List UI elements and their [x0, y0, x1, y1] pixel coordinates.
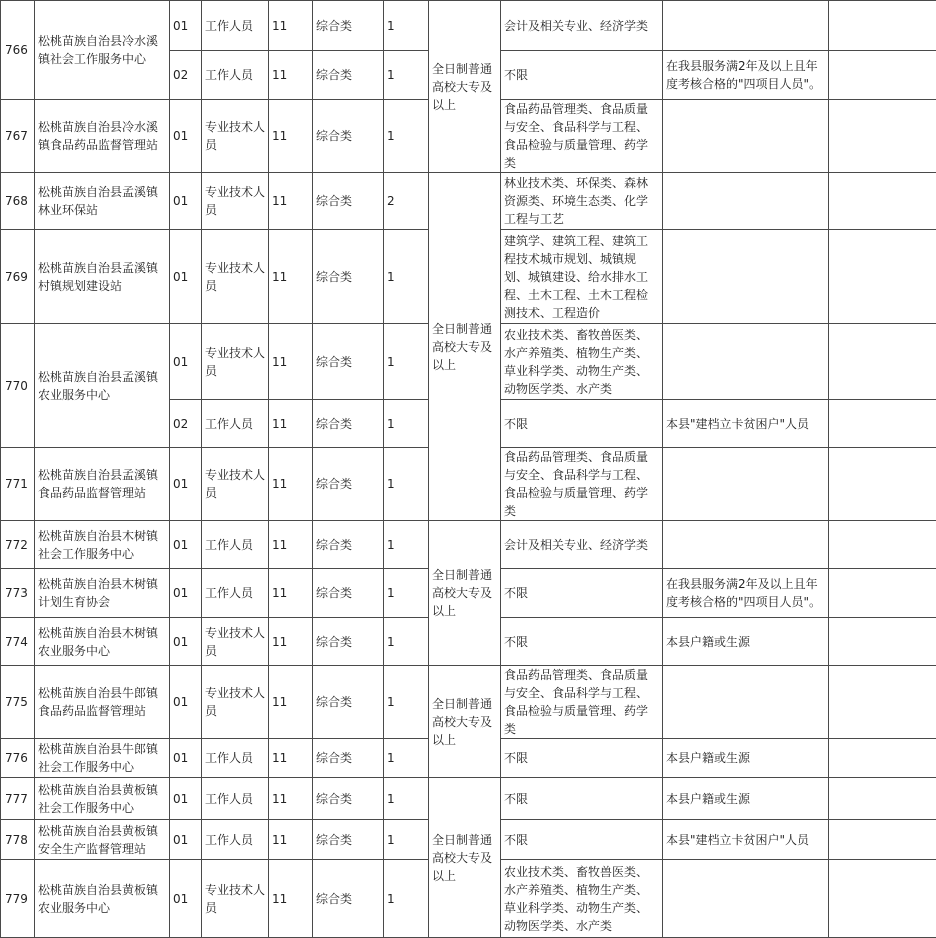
unit-name: 松桃苗族自治县黄板镇安全生产监督管理站	[35, 820, 170, 860]
major-requirement: 农业技术类、畜牧兽医类、水产养殖类、植物生产类、草业科学类、动物生产类、动物医学类、水产类	[501, 860, 663, 938]
other-requirement: 本县"建档立卡贫困户"人员	[663, 400, 829, 448]
position-number: 774	[1, 618, 35, 666]
position-type: 工作人员	[202, 778, 269, 820]
other-requirement	[663, 1, 829, 51]
remark-cell	[829, 618, 936, 666]
category: 综合类	[313, 100, 384, 173]
category-code: 11	[269, 521, 313, 569]
category-code: 11	[269, 100, 313, 173]
position-type: 专业技术人员	[202, 230, 269, 324]
major-requirement: 食品药品管理类、食品质量与安全、食品科学与工程、食品检验与质量管理、药学类	[501, 448, 663, 521]
hire-count: 1	[384, 448, 429, 521]
education-requirement: 全日制普通高校大专及以上	[429, 666, 501, 778]
hire-count: 1	[384, 569, 429, 618]
position-number: 772	[1, 521, 35, 569]
other-requirement	[663, 100, 829, 173]
major-requirement: 不限	[501, 820, 663, 860]
unit-name: 松桃苗族自治县黄板镇社会工作服务中心	[35, 778, 170, 820]
major-requirement: 不限	[501, 618, 663, 666]
major-requirement: 不限	[501, 778, 663, 820]
category: 综合类	[313, 173, 384, 230]
unit-name: 松桃苗族自治县孟溪镇村镇规划建设站	[35, 230, 170, 324]
major-requirement: 会计及相关专业、经济学类	[501, 1, 663, 51]
table-row	[1, 778, 936, 820]
education-requirement: 全日制普通高校大专及以上	[429, 521, 501, 666]
category-code: 11	[269, 448, 313, 521]
position-code: 01	[170, 739, 202, 778]
category-code: 11	[269, 230, 313, 324]
position-number: 770	[1, 324, 35, 448]
category-code: 11	[269, 569, 313, 618]
position-type: 专业技术人员	[202, 860, 269, 938]
position-code: 01	[170, 324, 202, 400]
other-requirement: 本县户籍或生源	[663, 618, 829, 666]
category: 综合类	[313, 400, 384, 448]
category-code: 11	[269, 666, 313, 739]
major-requirement: 不限	[501, 51, 663, 100]
other-requirement	[663, 860, 829, 938]
category-code: 11	[269, 51, 313, 100]
hire-count: 1	[384, 778, 429, 820]
unit-name: 松桃苗族自治县黄板镇农业服务中心	[35, 860, 170, 938]
category: 综合类	[313, 569, 384, 618]
education-requirement: 全日制普通高校大专及以上	[429, 778, 501, 938]
other-requirement	[663, 521, 829, 569]
position-code: 02	[170, 400, 202, 448]
unit-name: 松桃苗族自治县孟溪镇农业服务中心	[35, 324, 170, 448]
remark-cell	[829, 666, 936, 739]
position-number: 777	[1, 778, 35, 820]
major-requirement: 食品药品管理类、食品质量与安全、食品科学与工程、食品检验与质量管理、药学类	[501, 100, 663, 173]
remark-cell	[829, 173, 936, 230]
category-code: 11	[269, 860, 313, 938]
position-code: 01	[170, 448, 202, 521]
position-number: 767	[1, 100, 35, 173]
remark-cell	[829, 448, 936, 521]
category: 综合类	[313, 1, 384, 51]
position-code: 01	[170, 230, 202, 324]
table-row	[1, 666, 936, 739]
position-code: 01	[170, 1, 202, 51]
remark-cell	[829, 778, 936, 820]
position-number: 769	[1, 230, 35, 324]
category: 综合类	[313, 51, 384, 100]
position-type: 专业技术人员	[202, 173, 269, 230]
category: 综合类	[313, 230, 384, 324]
position-number: 766	[1, 1, 35, 100]
hire-count: 1	[384, 820, 429, 860]
remark-cell	[829, 400, 936, 448]
other-requirement: 在我县服务满2年及以上且年度考核合格的"四项目人员"。	[663, 569, 829, 618]
position-number: 779	[1, 860, 35, 938]
position-type: 工作人员	[202, 1, 269, 51]
other-requirement: 本县户籍或生源	[663, 778, 829, 820]
major-requirement: 不限	[501, 400, 663, 448]
hire-count: 1	[384, 400, 429, 448]
remark-cell	[829, 100, 936, 173]
major-requirement: 食品药品管理类、食品质量与安全、食品科学与工程、食品检验与质量管理、药学类	[501, 666, 663, 739]
major-requirement: 建筑学、建筑工程、建筑工程技术城市规划、城镇规划、城镇建设、给水排水工程、土木工程、土木工程检测技术、工程造价	[501, 230, 663, 324]
hire-count: 1	[384, 618, 429, 666]
unit-name: 松桃苗族自治县冷水溪镇社会工作服务中心	[35, 1, 170, 100]
other-requirement	[663, 448, 829, 521]
position-code: 02	[170, 51, 202, 100]
unit-name: 松桃苗族自治县孟溪镇林业环保站	[35, 173, 170, 230]
position-number: 778	[1, 820, 35, 860]
position-number: 775	[1, 666, 35, 739]
position-type: 专业技术人员	[202, 666, 269, 739]
other-requirement	[663, 230, 829, 324]
position-type: 专业技术人员	[202, 448, 269, 521]
position-number: 771	[1, 448, 35, 521]
position-code: 01	[170, 820, 202, 860]
unit-name: 松桃苗族自治县木树镇社会工作服务中心	[35, 521, 170, 569]
remark-cell	[829, 51, 936, 100]
unit-name: 松桃苗族自治县牛郎镇食品药品监督管理站	[35, 666, 170, 739]
hire-count: 1	[384, 1, 429, 51]
education-requirement: 全日制普通高校大专及以上	[429, 1, 501, 173]
category-code: 11	[269, 739, 313, 778]
other-requirement	[663, 324, 829, 400]
major-requirement: 会计及相关专业、经济学类	[501, 521, 663, 569]
category-code: 11	[269, 778, 313, 820]
hire-count: 1	[384, 230, 429, 324]
position-code: 01	[170, 860, 202, 938]
position-type: 工作人员	[202, 569, 269, 618]
category: 综合类	[313, 820, 384, 860]
hire-count: 1	[384, 51, 429, 100]
unit-name: 松桃苗族自治县冷水溪镇食品药品监督管理站	[35, 100, 170, 173]
remark-cell	[829, 1, 936, 51]
remark-cell	[829, 820, 936, 860]
position-code: 01	[170, 778, 202, 820]
hire-count: 1	[384, 860, 429, 938]
position-code: 01	[170, 618, 202, 666]
other-requirement: 本县户籍或生源	[663, 739, 829, 778]
position-type: 专业技术人员	[202, 324, 269, 400]
category-code: 11	[269, 820, 313, 860]
position-code: 01	[170, 521, 202, 569]
remark-cell	[829, 569, 936, 618]
category: 综合类	[313, 521, 384, 569]
hire-count: 1	[384, 324, 429, 400]
position-number: 773	[1, 569, 35, 618]
table-row	[1, 521, 936, 569]
table-row	[1, 173, 936, 230]
category: 综合类	[313, 448, 384, 521]
remark-cell	[829, 521, 936, 569]
unit-name: 松桃苗族自治县木树镇农业服务中心	[35, 618, 170, 666]
position-type: 工作人员	[202, 400, 269, 448]
position-code: 01	[170, 100, 202, 173]
category-code: 11	[269, 400, 313, 448]
hire-count: 1	[384, 666, 429, 739]
other-requirement: 在我县服务满2年及以上且年度考核合格的"四项目人员"。	[663, 51, 829, 100]
remark-cell	[829, 230, 936, 324]
hire-count: 1	[384, 739, 429, 778]
major-requirement: 林业技术类、环保类、森林资源类、环境生态类、化学工程与工艺	[501, 173, 663, 230]
other-requirement: 本县"建档立卡贫困户"人员	[663, 820, 829, 860]
category: 综合类	[313, 860, 384, 938]
category: 综合类	[313, 618, 384, 666]
position-code: 01	[170, 569, 202, 618]
table-row	[1, 1, 936, 51]
hire-count: 1	[384, 521, 429, 569]
category: 综合类	[313, 324, 384, 400]
category-code: 11	[269, 618, 313, 666]
major-requirement: 不限	[501, 739, 663, 778]
hire-count: 1	[384, 100, 429, 173]
position-type: 工作人员	[202, 521, 269, 569]
category-code: 11	[269, 324, 313, 400]
unit-name: 松桃苗族自治县孟溪镇食品药品监督管理站	[35, 448, 170, 521]
position-type: 工作人员	[202, 739, 269, 778]
education-requirement: 全日制普通高校大专及以上	[429, 173, 501, 521]
position-code: 01	[170, 173, 202, 230]
category-code: 11	[269, 1, 313, 51]
other-requirement	[663, 173, 829, 230]
unit-name: 松桃苗族自治县木树镇计划生育协会	[35, 569, 170, 618]
position-code: 01	[170, 666, 202, 739]
category: 综合类	[313, 666, 384, 739]
remark-cell	[829, 739, 936, 778]
hire-count: 2	[384, 173, 429, 230]
other-requirement	[663, 666, 829, 739]
position-type: 专业技术人员	[202, 618, 269, 666]
remark-cell	[829, 324, 936, 400]
position-type: 专业技术人员	[202, 100, 269, 173]
position-number: 776	[1, 739, 35, 778]
category-code: 11	[269, 173, 313, 230]
category: 综合类	[313, 739, 384, 778]
major-requirement: 农业技术类、畜牧兽医类、水产养殖类、植物生产类、草业科学类、动物生产类、动物医学类、水产类	[501, 324, 663, 400]
position-type: 工作人员	[202, 820, 269, 860]
unit-name: 松桃苗族自治县牛郎镇社会工作服务中心	[35, 739, 170, 778]
remark-cell	[829, 860, 936, 938]
position-number: 768	[1, 173, 35, 230]
position-type: 工作人员	[202, 51, 269, 100]
category: 综合类	[313, 778, 384, 820]
major-requirement: 不限	[501, 569, 663, 618]
